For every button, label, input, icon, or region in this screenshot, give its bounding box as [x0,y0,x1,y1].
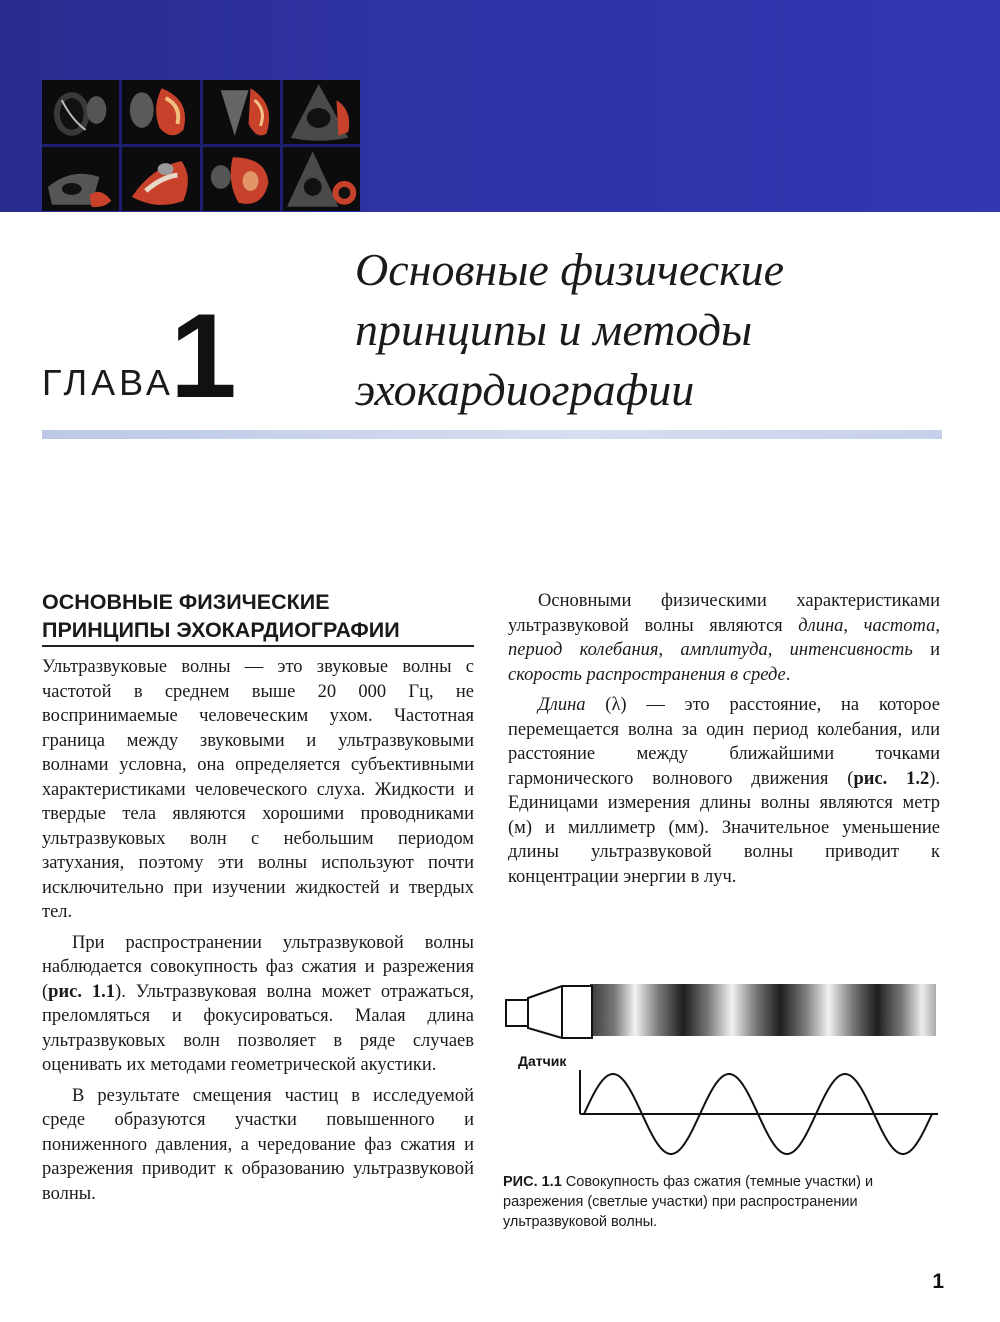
ultrasound-beam [590,984,936,1036]
heart-anatomy-image [122,147,199,211]
figure-reference: рис. 1.2 [853,768,930,789]
transducer-icon [506,986,592,1038]
paragraph: Основными физическими характеристиками ультразвуковой волны являются длина, частота, период колебания, амплитуда, интенсивность и скорость распространения в среде. [508,591,940,685]
chapter-label: ГЛАВА [42,362,174,403]
title-divider [42,430,942,439]
wave-plot [580,1070,938,1154]
section-heading [42,588,482,644]
figure-caption-label: РИС. 1.1 [503,1174,562,1190]
section-heading-line: ОСНОВНЫЕ ФИЗИЧЕСКИЕ [42,590,330,614]
chapter-title-line: Основные физические [355,244,785,295]
paragraph: При распространении ультразвуковой волны наблюдается совокупность фаз сжатия и разрежения (рис. 1.1). Ультразвуковая волна может отражаться, преломляться и фокусироваться. Малая длина ультразвуковых волн позволяет в ряде случаев оценивать их методами геометрической акустики. [42,932,474,1075]
echo-short-axis-image [283,147,360,211]
term: Длина [538,695,586,715]
term: период колебания [508,640,659,660]
figure-caption [503,1172,948,1232]
figure-caption-text: Совокупность фаз сжатия (темные участки) и разрежения (светлые участки) при распространении ультразвуковой волны. [503,1174,874,1230]
transducer-label: Датчик [518,1053,567,1069]
echo-4chamber-image [42,80,119,144]
echo-fan-image [283,80,360,144]
left-column [42,655,474,1212]
term: амплитуда [680,640,768,660]
paragraph: В результате смещения частиц в исследуемой среде образуются участки повышенного и пониженного давления, а чередование фаз сжатия и разрежения приводит к образованию ультразвуковой волны. [42,1085,474,1204]
paragraph: Длина (λ) — это расстояние, на которое перемещается волна за один период колебания, или расстояние между ближайшими точками гармонического волнового движения (рис. 1.2). Единицами измерения длины волны являются метр (м) и миллиметр (мм). Значительное уменьшение длины ультразвуковой волны приводит к концентрации энергии в луч. [508,695,940,887]
echo-long-axis-image [42,147,119,211]
chapter-title-line: эхокардиографии [355,364,695,415]
header-band [0,0,1000,212]
section-divider [42,645,474,647]
section-heading-line: ПРИНЦИПЫ ЭХОКАРДИОГРАФИИ [42,618,400,642]
figure-reference: рис. 1.1 [48,981,116,1002]
page-number: 1 [932,1270,944,1293]
figure-ultrasound-wave [500,978,945,1174]
heart-section-gray-image [203,80,280,144]
heart-section-red-image [122,80,199,144]
chapter-title-line: принципы и методы [355,304,753,355]
term: длина [798,615,844,636]
chapter-number: 1 [170,289,237,423]
right-column [508,589,940,895]
term: скорость распространения в среде [508,664,786,685]
term: частота [863,615,936,636]
thumbnail-grid [42,80,360,211]
chapter-title [355,240,955,420]
paragraph: Ультразвуковые волны — это звуковые волны с частотой в среднем выше 20 000 Гц, не воспринимаемые человеческим ухом. Частотная граница между звуковыми и ультразвуковыми волнами условна, она определяется субъективными характеристиками человеческого слуха. Жидкости и твердые тела являются хорошими проводниками ультразвуковых волн с небольшим периодом затухания, поэтому эти волны используют почти исключительно при изучении жидкостей и твердых тел. [42,657,474,922]
heart-anatomy-red-image [203,147,280,211]
term: интенсивность [789,640,913,660]
